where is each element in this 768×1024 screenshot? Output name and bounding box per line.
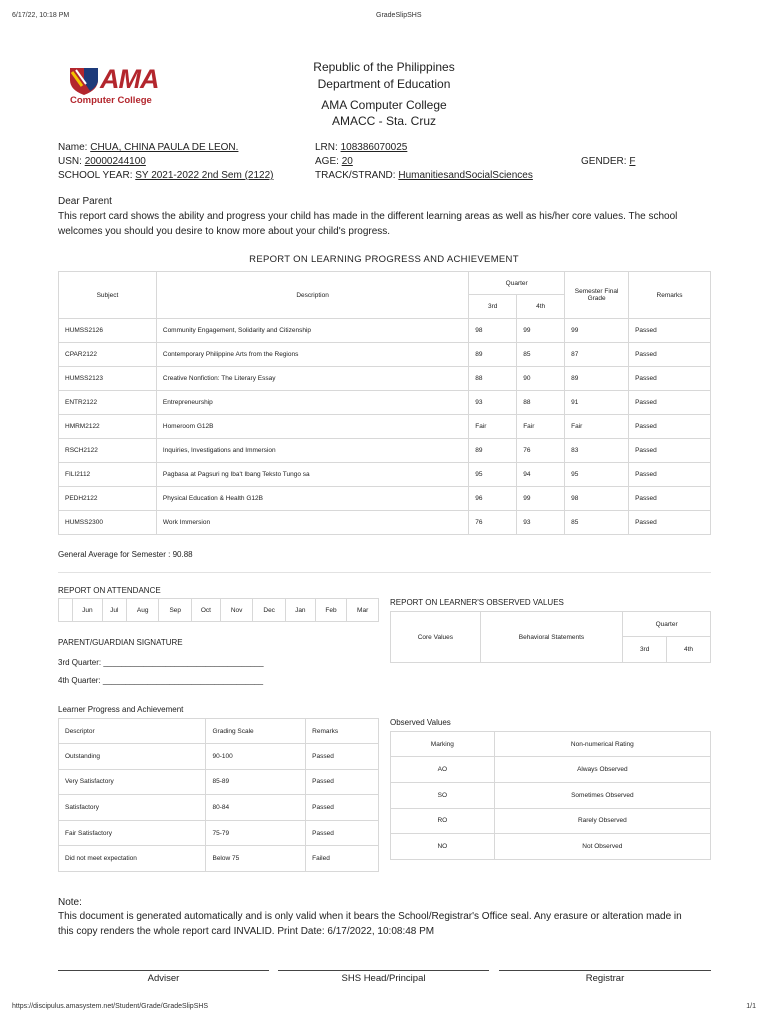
attendance-month: Nov xyxy=(220,599,253,622)
progress-header: Grading Scale xyxy=(206,719,306,744)
cell-q4: Fair xyxy=(517,415,565,439)
progress-header-row xyxy=(59,719,379,744)
attendance-blank-cell xyxy=(59,599,73,622)
progress-header: Remarks xyxy=(306,719,379,744)
cell-final: 91 xyxy=(565,391,629,415)
cell-remarks: Passed xyxy=(629,367,711,391)
legend-row xyxy=(391,808,711,834)
student-gender: GENDER: F xyxy=(581,156,636,167)
progress-cell: 80-84 xyxy=(206,795,306,821)
student-gender-value: F xyxy=(629,156,636,167)
cell-q3: 89 xyxy=(469,343,517,367)
progress-table xyxy=(58,718,379,872)
cell-subject: FILI2112 xyxy=(59,463,157,487)
cell-q3: 96 xyxy=(469,487,517,511)
grade-row xyxy=(59,391,711,415)
attendance-month: Sep xyxy=(159,599,192,622)
progress-cell: Failed xyxy=(306,846,379,872)
print-doc-title: GradeSlipSHS xyxy=(376,12,422,19)
cell-q3: 95 xyxy=(469,463,517,487)
student-age-value: 20 xyxy=(341,156,353,167)
cell-final: 95 xyxy=(565,463,629,487)
observed-legend-title: Observed Values xyxy=(390,718,451,727)
header-school: AMA Computer College xyxy=(321,98,447,112)
learning-title: REPORT ON LEARNING PROGRESS AND ACHIEVEMENT xyxy=(249,254,519,265)
attendance-month: Dec xyxy=(253,599,286,622)
attendance-month: Feb xyxy=(315,599,347,622)
progress-row xyxy=(59,846,379,872)
cell-q4: 99 xyxy=(517,319,565,343)
cell-q3: 76 xyxy=(469,511,517,535)
intro-line-2: welcomes you should you desire to know more about your child's progress. xyxy=(58,226,391,237)
legend-row xyxy=(391,757,711,783)
legend-cell: Not Observed xyxy=(494,834,710,860)
section-divider xyxy=(58,572,711,573)
progress-cell: Very Satisfactory xyxy=(59,769,206,795)
progress-header: Descriptor xyxy=(59,719,206,744)
print-header xyxy=(12,12,756,22)
cell-description: Work Immersion xyxy=(156,511,468,535)
observed-legend-table xyxy=(390,731,711,860)
progress-cell: Did not meet expectation xyxy=(59,846,206,872)
cell-q4: 88 xyxy=(517,391,565,415)
legend-row xyxy=(391,782,711,808)
cell-q4: 76 xyxy=(517,439,565,463)
cell-subject: ENTR2122 xyxy=(59,391,157,415)
student-lrn: LRN: 108386070025 xyxy=(315,142,408,153)
col-behavioral: Behavioral Statements xyxy=(480,612,623,663)
progress-row xyxy=(59,769,379,795)
col-core-values: Core Values xyxy=(391,612,481,663)
cell-q4: 93 xyxy=(517,511,565,535)
cell-description: Contemporary Philippine Arts from the Regions xyxy=(156,343,468,367)
attendance-month: Jul xyxy=(102,599,126,622)
cell-q4: 90 xyxy=(517,367,565,391)
progress-cell: Passed xyxy=(306,820,379,846)
head-label: SHS Head/Principal xyxy=(341,973,426,984)
legend-row xyxy=(391,834,711,860)
grade-row xyxy=(59,439,711,463)
grade-row xyxy=(59,463,711,487)
signature-q3: 3rd Quarter: ____________________________________ xyxy=(58,658,264,667)
legend-cell: NO xyxy=(391,834,495,860)
student-track-value: HumanitiesandSocialSciences xyxy=(398,170,533,181)
cell-description: Physical Education & Health G12B xyxy=(156,487,468,511)
cell-remarks: Passed xyxy=(629,439,711,463)
progress-title: Learner Progress and Achievement xyxy=(58,705,184,714)
progress-cell: Passed xyxy=(306,769,379,795)
progress-cell: Fair Satisfactory xyxy=(59,820,206,846)
note-line-2: this copy renders the whole report card INVALID. Print Date: 6/17/2022, 10:08:48 PM xyxy=(58,926,435,937)
intro-line-1: This report card shows the ability and progress your child has made in the different learning areas as well as his/her core values. The school xyxy=(58,211,678,222)
attendance-month: Aug xyxy=(126,599,159,622)
col-remarks: Remarks xyxy=(629,272,711,319)
cell-subject: RSCH2122 xyxy=(59,439,157,463)
cell-description: Community Engagement, Solidarity and Citizenship xyxy=(156,319,468,343)
student-track: TRACK/STRAND: HumanitiesandSocialSciences xyxy=(315,170,533,181)
adviser-line xyxy=(58,970,269,971)
legend-cell: Sometimes Observed xyxy=(494,782,710,808)
grades-table xyxy=(58,271,711,535)
progress-cell: 75-79 xyxy=(206,820,306,846)
legend-cell: AO xyxy=(391,757,495,783)
progress-cell: Outstanding xyxy=(59,744,206,770)
grade-row xyxy=(59,319,711,343)
legend-header: Marking xyxy=(391,732,495,757)
cell-remarks: Passed xyxy=(629,487,711,511)
registrar-label: Registrar xyxy=(585,973,625,984)
cell-q4: 99 xyxy=(517,487,565,511)
legend-cell: Rarely Observed xyxy=(494,808,710,834)
legend-header: Non-numerical Rating xyxy=(494,732,710,757)
print-url: https://discipulus.amasystem.net/Student/Grade/GradeSlipSHS xyxy=(12,1003,209,1010)
grade-row xyxy=(59,487,711,511)
cell-q3: 88 xyxy=(469,367,517,391)
cell-final: 83 xyxy=(565,439,629,463)
col-ov-q4: 4th xyxy=(667,637,711,663)
cell-subject: HMRM2122 xyxy=(59,415,157,439)
attendance-table xyxy=(58,598,379,622)
print-page: 1/1 xyxy=(746,1003,756,1010)
cell-description: Entrepreneurship xyxy=(156,391,468,415)
logo-text: AMA xyxy=(100,64,159,94)
student-name: Name: CHUA, CHINA PAULA DE LEON. xyxy=(58,142,239,153)
cell-final: 87 xyxy=(565,343,629,367)
cell-q4: 94 xyxy=(517,463,565,487)
registrar-line xyxy=(499,970,711,971)
student-name-value: CHUA, CHINA PAULA DE LEON. xyxy=(90,142,239,153)
cell-description: Pagbasa at Pagsuri ng Iba't Ibang Teksto Tungo sa xyxy=(156,463,468,487)
student-school-year: SCHOOL YEAR: SY 2021-2022 2nd Sem (2122) xyxy=(58,170,274,181)
cell-q3: 89 xyxy=(469,439,517,463)
cell-remarks: Passed xyxy=(629,391,711,415)
col-q4: 4th xyxy=(517,295,565,319)
cell-subject: CPAR2122 xyxy=(59,343,157,367)
head-line xyxy=(278,970,489,971)
legend-header-row xyxy=(391,732,711,757)
cell-q4: 85 xyxy=(517,343,565,367)
legend-cell: Always Observed xyxy=(494,757,710,783)
grade-row xyxy=(59,415,711,439)
progress-row xyxy=(59,820,379,846)
note-title: Note: xyxy=(58,897,82,908)
signature-q4: 4th Quarter: ____________________________________ xyxy=(58,676,264,685)
signature-title: PARENT/GUARDIAN SIGNATURE xyxy=(58,638,183,647)
cell-subject: HUMSS2300 xyxy=(59,511,157,535)
progress-row xyxy=(59,795,379,821)
cell-subject: HUMSS2123 xyxy=(59,367,157,391)
cell-final: 99 xyxy=(565,319,629,343)
progress-cell: Passed xyxy=(306,744,379,770)
general-average: General Average for Semester : 90.88 xyxy=(58,550,193,559)
cell-remarks: Passed xyxy=(629,343,711,367)
cell-description: Inquiries, Investigations and Immersion xyxy=(156,439,468,463)
header-deped: Department of Education xyxy=(317,77,451,91)
col-q3: 3rd xyxy=(469,295,517,319)
progress-cell: Satisfactory xyxy=(59,795,206,821)
grade-row xyxy=(59,511,711,535)
cell-description: Homeroom G12B xyxy=(156,415,468,439)
print-footer xyxy=(12,1003,756,1013)
cell-q3: 98 xyxy=(469,319,517,343)
header-republic: Republic of the Philippines xyxy=(313,60,455,74)
attendance-month: Jan xyxy=(285,599,315,622)
cell-subject: PEDH2122 xyxy=(59,487,157,511)
attendance-month: Mar xyxy=(347,599,379,622)
cell-final: 85 xyxy=(565,511,629,535)
progress-cell: Passed xyxy=(306,795,379,821)
attendance-month: Oct xyxy=(192,599,221,622)
header-campus: AMACC - Sta. Cruz xyxy=(331,114,436,128)
col-ov-quarter: Quarter xyxy=(623,612,711,637)
grade-row xyxy=(59,343,711,367)
cell-remarks: Passed xyxy=(629,463,711,487)
legend-cell: RO xyxy=(391,808,495,834)
student-sy-value: SY 2021-2022 2nd Sem (2122) xyxy=(135,170,274,181)
adviser-label: Adviser xyxy=(147,973,180,984)
col-subject: Subject xyxy=(59,272,157,319)
cell-final: 89 xyxy=(565,367,629,391)
progress-cell: 90-100 xyxy=(206,744,306,770)
cell-final: 98 xyxy=(565,487,629,511)
cell-remarks: Passed xyxy=(629,319,711,343)
note-line-1: This document is generated automatically and is only valid when it bears the School/Registrar's Office seal. Any erasure or alteration made in xyxy=(58,911,682,922)
student-age: AGE: 20 xyxy=(315,156,353,167)
col-description: Description xyxy=(156,272,468,319)
cell-subject: HUMSS2126 xyxy=(59,319,157,343)
progress-cell: Below 75 xyxy=(206,846,306,872)
attendance-month: Jun xyxy=(73,599,103,622)
progress-row xyxy=(59,744,379,770)
cell-description: Creative Nonfiction: The Literary Essay xyxy=(156,367,468,391)
student-usn: USN: 20000244100 xyxy=(58,156,146,167)
print-datetime: 6/17/22, 10:18 PM xyxy=(12,12,70,19)
cell-final: Fair xyxy=(565,415,629,439)
col-quarter: Quarter xyxy=(469,272,565,295)
grade-row xyxy=(59,367,711,391)
progress-cell: 85-89 xyxy=(206,769,306,795)
cell-remarks: Passed xyxy=(629,415,711,439)
col-final: Semester Final Grade xyxy=(565,272,629,319)
col-ov-q3: 3rd xyxy=(623,637,667,663)
cell-q3: 93 xyxy=(469,391,517,415)
cell-q3: Fair xyxy=(469,415,517,439)
logo-subtitle: Computer College xyxy=(70,95,152,106)
cell-remarks: Passed xyxy=(629,511,711,535)
attendance-title: REPORT ON ATTENDANCE xyxy=(58,586,161,595)
student-lrn-value: 108386070025 xyxy=(340,142,408,153)
legend-cell: SO xyxy=(391,782,495,808)
observed-values-table xyxy=(390,611,711,663)
observed-values-title: REPORT ON LEARNER'S OBSERVED VALUES xyxy=(390,598,564,607)
greeting: Dear Parent xyxy=(58,196,112,207)
student-usn-value: 20000244100 xyxy=(84,156,146,167)
